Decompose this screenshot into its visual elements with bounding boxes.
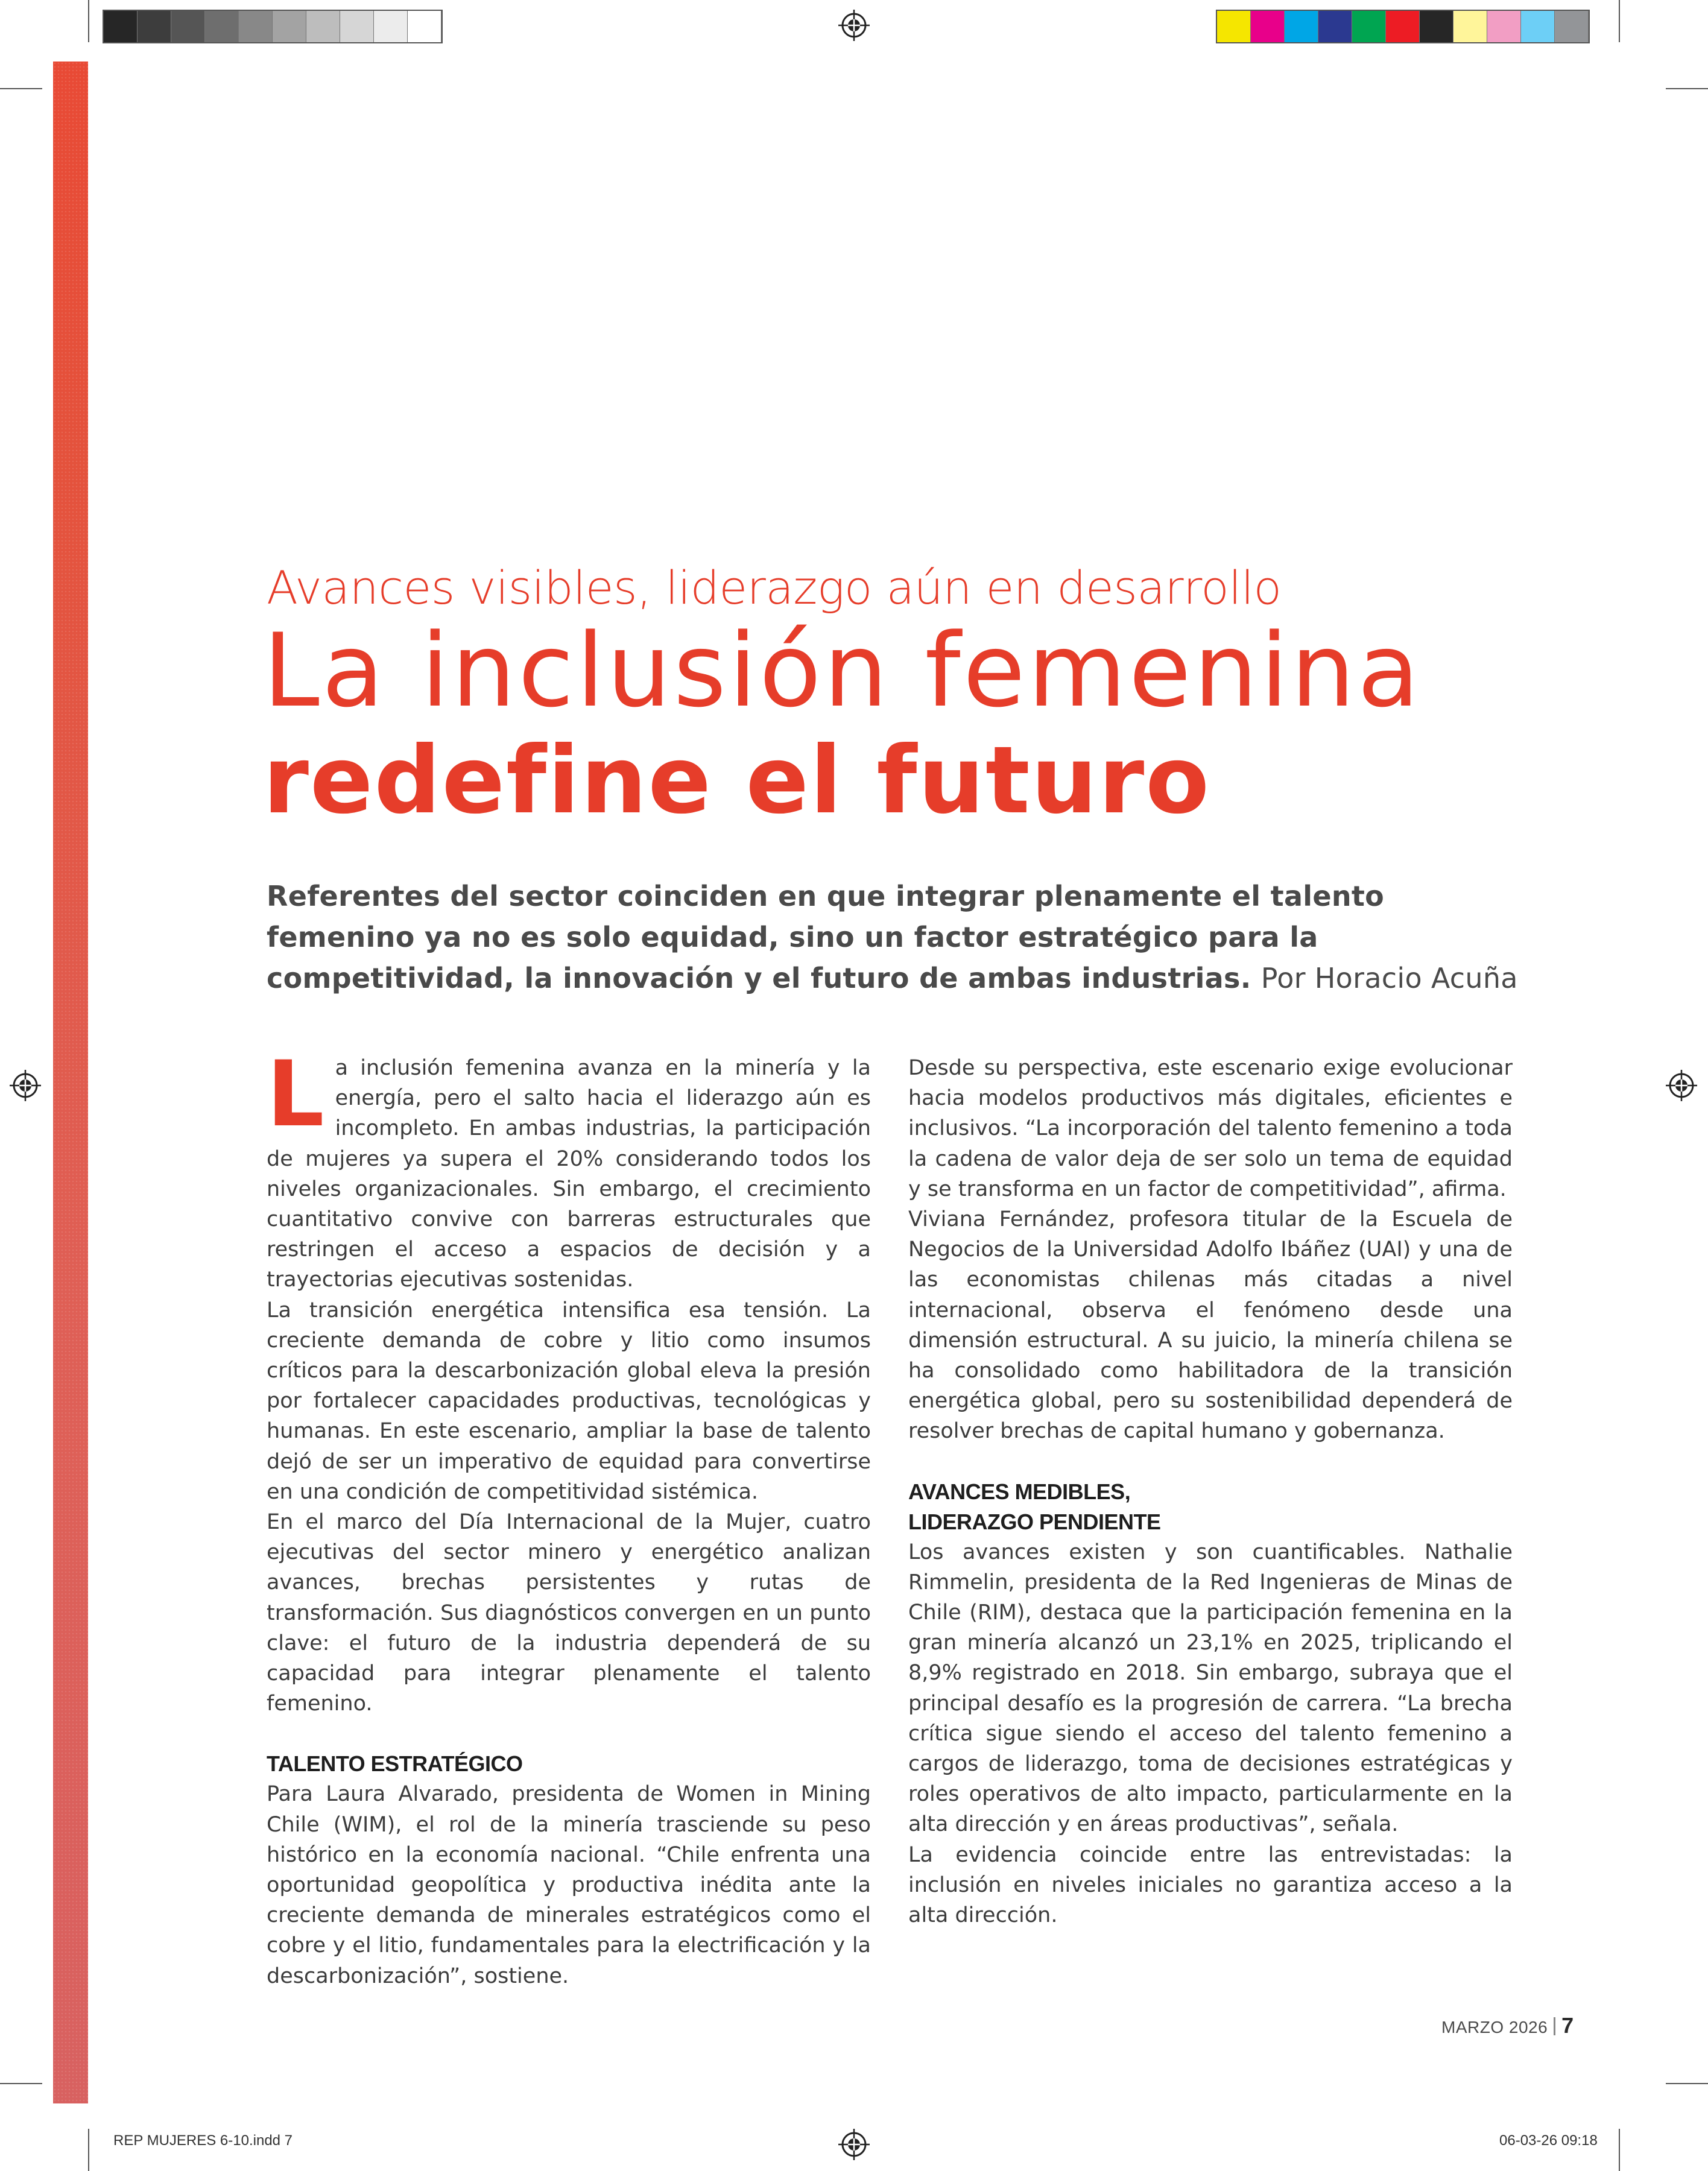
registration-mark-left-icon — [10, 1070, 41, 1101]
page-number: 7 — [1561, 2013, 1574, 2038]
gray-swatch — [239, 11, 273, 42]
paragraph: Viviana Fernández, profesora titular de la Escuela de Negocios de la Universidad Adolfo Ibáñez (UAI) y una de las economistas chilenas más citadas a nivel internacional, observa el fenómeno desde una dimensión estructural. A su juicio, la minería chilena se ha consolidado como habilitadora de la transición energética global, pero su sostenibilidad dependerá de resolver brechas de capital humano y gobernanza. — [908, 1207, 1513, 1444]
crop-mark — [88, 2129, 89, 2171]
gray-swatch — [171, 11, 205, 42]
color-swatch — [1555, 11, 1589, 42]
crop-mark — [0, 88, 42, 89]
gray-swatch — [273, 11, 306, 42]
process-color-bar — [1216, 10, 1590, 43]
color-swatch — [1521, 11, 1555, 42]
paragraph: Desde su perspectiva, este escenario exige evolucionar hacia modelos productivos más digitales, eficientes e inclusivos. “La incorporación del talento femenino a toda la cadena de valor deja de ser solo un tema de equidad y se transforma en un factor de competitividad”, afirma. — [908, 1056, 1513, 1201]
registration-mark-top-icon — [838, 10, 870, 41]
section-heading-line: AVANCES MEDIBLES, — [908, 1479, 1131, 1504]
gray-swatch — [138, 11, 171, 42]
color-swatch — [1352, 11, 1386, 42]
crop-mark — [1666, 2083, 1708, 2084]
crop-mark — [1666, 88, 1708, 89]
color-swatch — [1251, 11, 1285, 42]
section-heading: TALENTO ESTRATÉGICO — [267, 1751, 523, 1777]
gray-swatch — [340, 11, 374, 42]
byline: Por Horacio Acuña — [1260, 962, 1518, 994]
paragraph-text: a inclusión femenina avanza en la minería y la energía, pero el salto hacia el liderazgo aún es incompleto. En ambas industrias, la participación de mujeres ya supera el 20% considerando todos los niveles organizacionales. Sin embargo, el crecimiento cuantitativo convive con barreras estructurales que restringen el acceso a espacios de decisión y a trayectorias ejecutivas sostenidas. — [267, 1056, 871, 1292]
color-swatch — [1487, 11, 1521, 42]
crop-mark — [1619, 0, 1620, 42]
color-swatch — [1386, 11, 1420, 42]
page-folio — [1441, 2013, 1574, 2038]
color-swatch — [1217, 11, 1251, 42]
paragraph: Los avances existen y son cuantificables. Nathalie Rimmelin, presidenta de la Red Ingenieras de Minas de Chile (RIM), destaca que la participación femenina en la gran minería alcanzó un 23,1% en 2025, triplicando el 8,9% registrado en 2018. Sin embargo, subraya que el principal desafío es la progresión de carrera. “La brecha crítica sigue siendo el acceso del talento femenino a cargos de liderazgo, toma de decisiones estratégicas y roles operativos de alto impacto, particularmente en la alta dirección y en áreas productivas”, señala. — [908, 1540, 1513, 1837]
article-title-line-1: La inclusión femenina — [263, 611, 1422, 730]
paragraph: La evidencia coincide entre las entrevistadas: la inclusión en niveles iniciales no garantiza acceso a la alta dirección. — [908, 1842, 1513, 1928]
crop-mark — [0, 2083, 42, 2084]
section-heading-line: LIDERAZGO PENDIENTE — [908, 1509, 1161, 1534]
paragraph — [267, 1042, 871, 1295]
article-kicker: Avances visibles, liderazgo aún en desarrollo — [267, 561, 1282, 615]
body-column-left — [267, 1042, 871, 1991]
grayscale-color-bar — [103, 10, 443, 43]
color-swatch — [1318, 11, 1352, 42]
crop-mark — [88, 0, 89, 42]
color-swatch — [1453, 11, 1487, 42]
gray-swatch — [408, 11, 441, 42]
drop-cap: L — [267, 1042, 324, 1147]
slug-filename: REP MUJERES 6-10.indd 7 — [113, 2132, 293, 2149]
gray-swatch — [104, 11, 138, 42]
lead-text: Referentes del sector coinciden en que integrar plenamente el talento femenino ya no es solo equidad, sino un factor estratégico para la competitividad, la innovación y el futuro de ambas industrias. — [267, 880, 1385, 994]
body-column-right — [908, 1053, 1513, 1930]
gray-swatch — [374, 11, 408, 42]
folio-separator — [1554, 2017, 1555, 2035]
gray-swatch — [306, 11, 340, 42]
paragraph: En el marco del Día Internacional de la Mujer, cuatro ejecutivas del sector minero y energético analizan avances, brechas persistentes y rutas de transformación. Sus diagnósticos convergen en un punto clave: el futuro de la industria dependerá de su capacidad para integrar plenamente el talento femenino. — [267, 1510, 871, 1716]
paragraph: La transición energética intensifica esa tensión. La creciente demanda de cobre y litio como insumos críticos para la descarbonización global eleva la presión por fortalecer capacidades productivas, tecnológicas y humanas. En este escenario, ampliar la base de talento dejó de ser un imperativo de equidad para convertirse en una condición de competitividad sistémica. — [267, 1298, 871, 1504]
color-swatch — [1420, 11, 1453, 42]
issue-date: MARZO 2026 — [1441, 2018, 1548, 2037]
crop-mark — [1619, 2129, 1620, 2171]
registration-mark-bottom-icon — [838, 2129, 870, 2160]
slug-timestamp: 06-03-26 09:18 — [1499, 2132, 1598, 2149]
article-lead — [267, 876, 1521, 999]
gray-swatch — [205, 11, 239, 42]
paragraph: Para Laura Alvarado, presidenta de Women in Mining Chile (WIM), el rol de la minería trasciende su peso histórico en la economía nacional. “Chile enfrenta una oportunidad geopolítica y productiva inédita ante la creciente demanda de minerales estratégicos como el cobre y el litio, fundamentales para la electrificación y la descarbonización”, sostiene. — [267, 1782, 871, 1988]
registration-mark-right-icon — [1666, 1070, 1697, 1101]
color-swatch — [1285, 11, 1318, 42]
decorative-side-band — [53, 62, 88, 2103]
section-heading — [908, 1477, 1513, 1537]
article-title-line-2: redefine el futuro — [263, 727, 1211, 835]
